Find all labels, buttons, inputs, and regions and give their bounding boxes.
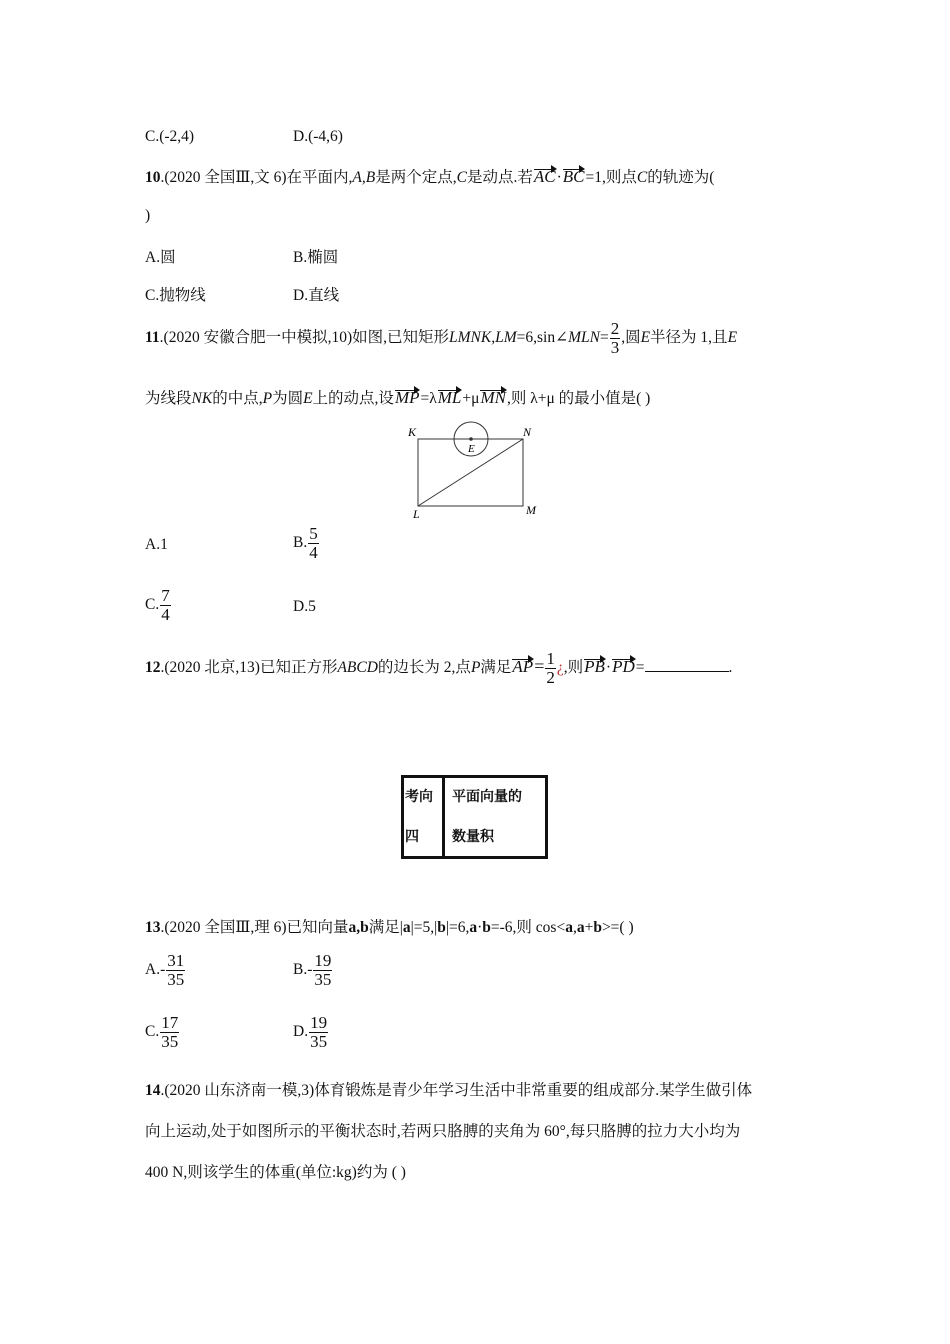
label-n: N [523, 425, 532, 439]
fraction-1-2: $\frac{1}{2}$ [546, 649, 555, 687]
q10-text: =1,则点 [585, 169, 637, 186]
fraction-19-35: $\frac{19}{35}$ [310, 1013, 328, 1051]
q13-stem [145, 915, 634, 937]
q12-text: ,则 [563, 658, 584, 676]
q11-text: ,圆 [621, 328, 641, 346]
option-label: C. [145, 1022, 160, 1040]
fraction-17-35: $\frac{17}{35}$ [161, 1013, 179, 1051]
q11-text: =6,sin∠ [516, 328, 569, 346]
vector-bc: BC [562, 167, 585, 186]
q13-text: 满足| [368, 919, 403, 936]
q14-number: 14 [145, 1082, 161, 1099]
section-label-line1: 考向 [405, 789, 433, 805]
q11-option-a: A.1 [145, 536, 168, 553]
q10-text: 是动点.若 [466, 169, 533, 186]
q13-option-b [293, 952, 333, 989]
label-e: E [468, 443, 475, 455]
q12-text: 满足 [480, 658, 512, 676]
dot-operator: · [477, 919, 483, 936]
q11-text: 为圆 [272, 390, 304, 407]
q13-vector-a: a [402, 919, 411, 936]
q10-number: 10 [145, 169, 161, 186]
q11-stem-line2 [145, 386, 650, 408]
q14-stem-line3: 400 N,则该学生的体重(单位:kg)约为 ( ) [145, 1164, 406, 1181]
q10-option-a: A.圆 [145, 249, 176, 266]
q11-point-e: E [303, 390, 313, 407]
q13-vectors-ab: a,b [348, 919, 369, 936]
q11-segment-nk: NK [191, 390, 213, 407]
section-title-line2: 数量积 [452, 829, 494, 845]
q12-text: 的边长为 2,点 [377, 658, 471, 676]
option-label: D. [293, 1022, 309, 1040]
q13-vector-a: a [469, 919, 478, 936]
q11-text: ,则 λ+μ 的最小值是( ) [506, 390, 651, 407]
q11-stem-line1 [145, 320, 737, 357]
q13-text: + [584, 919, 594, 936]
q10-option-b: B.椭圆 [293, 249, 339, 266]
q12-number: 12 [145, 658, 161, 676]
dot-operator: · [556, 169, 562, 186]
q13-text: >=( ) [601, 919, 634, 936]
vector-pb: PB [584, 656, 605, 676]
q13-vector-b: b [437, 919, 446, 936]
box-divider [442, 778, 445, 856]
q13-option-c [145, 1014, 180, 1051]
fraction-19-35: $\frac{19}{35}$ [314, 951, 332, 989]
label-l: L [413, 507, 420, 521]
center-e-dot [469, 437, 473, 441]
q11-text: 半径为 1,且 [650, 328, 728, 346]
q10-point-c: C [456, 169, 467, 186]
fraction-31-35: $\frac{31}{35}$ [167, 951, 185, 989]
q13-number: 13 [145, 919, 161, 936]
option-label: A.- [145, 960, 166, 978]
label-k: K [408, 425, 417, 439]
q12-text: = [534, 655, 545, 676]
q11-text: +μ [462, 390, 480, 407]
q11-point-p: P [262, 390, 273, 407]
q12-square: ABCD [337, 658, 378, 676]
section-title-line1: 平面向量的 [452, 789, 522, 805]
q11-option-b [293, 525, 320, 562]
q11-source: .(2020 安徽合肥一中模拟,10)如图,已知矩形 [159, 328, 449, 346]
q11-option-d: D.5 [293, 598, 316, 615]
q13-text: |=5,| [410, 919, 438, 936]
fraction-7-4: $\frac{7}{4}$ [161, 586, 170, 624]
q10-stem [145, 165, 714, 187]
q9-option-d: D.(-4,6) [293, 128, 343, 145]
q10-point-c: C [636, 169, 648, 186]
q13-vector-b: b [593, 919, 602, 936]
q12-garbled-glyph: ¿ [556, 658, 564, 676]
vector-ap: AP [512, 656, 534, 676]
q11-text: 上的动点,设 [312, 390, 394, 407]
q13-text: , [572, 919, 577, 936]
q11-angle: MLN [568, 328, 600, 346]
q10-text: 的轨迹为( [647, 169, 715, 186]
q11-text: 的中点, [212, 390, 263, 407]
q13-text: .(2020 全国Ⅲ,理 6)已知向量 [160, 919, 349, 936]
q11-text: =λ [420, 390, 437, 407]
option-label: C. [145, 595, 160, 613]
q12-text: = [635, 658, 645, 676]
q11-point-e: E [727, 328, 738, 346]
label-m: M [526, 503, 536, 517]
q13-option-a [145, 952, 186, 989]
q14-text: .(2020 山东济南一模,3)体育锻炼是青少年学习生活中非常重要的组成部分.某学生做引体 [160, 1082, 753, 1099]
dot-operator: · [605, 658, 612, 676]
q13-text: |=6, [445, 919, 470, 936]
q10-source: .(2020 全国Ⅲ,文 6)在平面内, [160, 169, 353, 186]
option-label: B.- [293, 960, 313, 978]
q13-vector-b: b [482, 919, 491, 936]
q12-text: . [728, 658, 733, 676]
vector-ac: AC [533, 167, 556, 186]
q11-text: = [599, 328, 609, 346]
q9-option-c: C.(-2,4) [145, 128, 195, 145]
q11-rectangle-figure [405, 418, 545, 523]
q14-stem-line2: 向上运动,处于如图所示的平衡状态时,若两只胳膊的夹角为 60°,每只胳膊的拉力大小均为 [145, 1123, 741, 1140]
vector-mn: MN [480, 388, 506, 407]
q11-number: 11 [145, 328, 160, 346]
option-label: B. [293, 533, 308, 551]
q10-option-c: C.抛物线 [145, 287, 206, 304]
q10-text: 是两个定点, [375, 169, 457, 186]
q13-option-d [293, 1014, 329, 1051]
q13-vector-a: a [565, 919, 573, 936]
q12-stem [145, 650, 732, 687]
q12-point-p: P [470, 658, 481, 676]
q10-points-ab: A,B [352, 169, 376, 186]
fraction-2-3: $\frac{2}{3}$ [610, 319, 620, 357]
q12-source: .(2020 北京,13)已知正方形 [160, 658, 338, 676]
q11-option-c [145, 587, 172, 624]
q10-option-d: D.直线 [293, 287, 340, 304]
vector-ml: ML [437, 388, 462, 407]
q13-vector-a: a [576, 919, 585, 936]
q11-text: 为线段 [145, 390, 192, 407]
q11-rect: LMNK,LM [448, 328, 517, 346]
section-label-line2: 四 [405, 829, 419, 845]
answer-blank[interactable] [645, 657, 729, 672]
q11-point-e: E [640, 328, 651, 346]
vector-mp: MP [394, 388, 420, 407]
q14-stem-line1 [145, 1078, 752, 1100]
q10-close-paren: ) [145, 207, 151, 224]
fraction-5-4: $\frac{5}{4}$ [309, 524, 318, 562]
vector-pd: PD [612, 656, 635, 676]
q13-text: =-6,则 cos< [490, 919, 566, 936]
section-heading-box [401, 775, 548, 859]
